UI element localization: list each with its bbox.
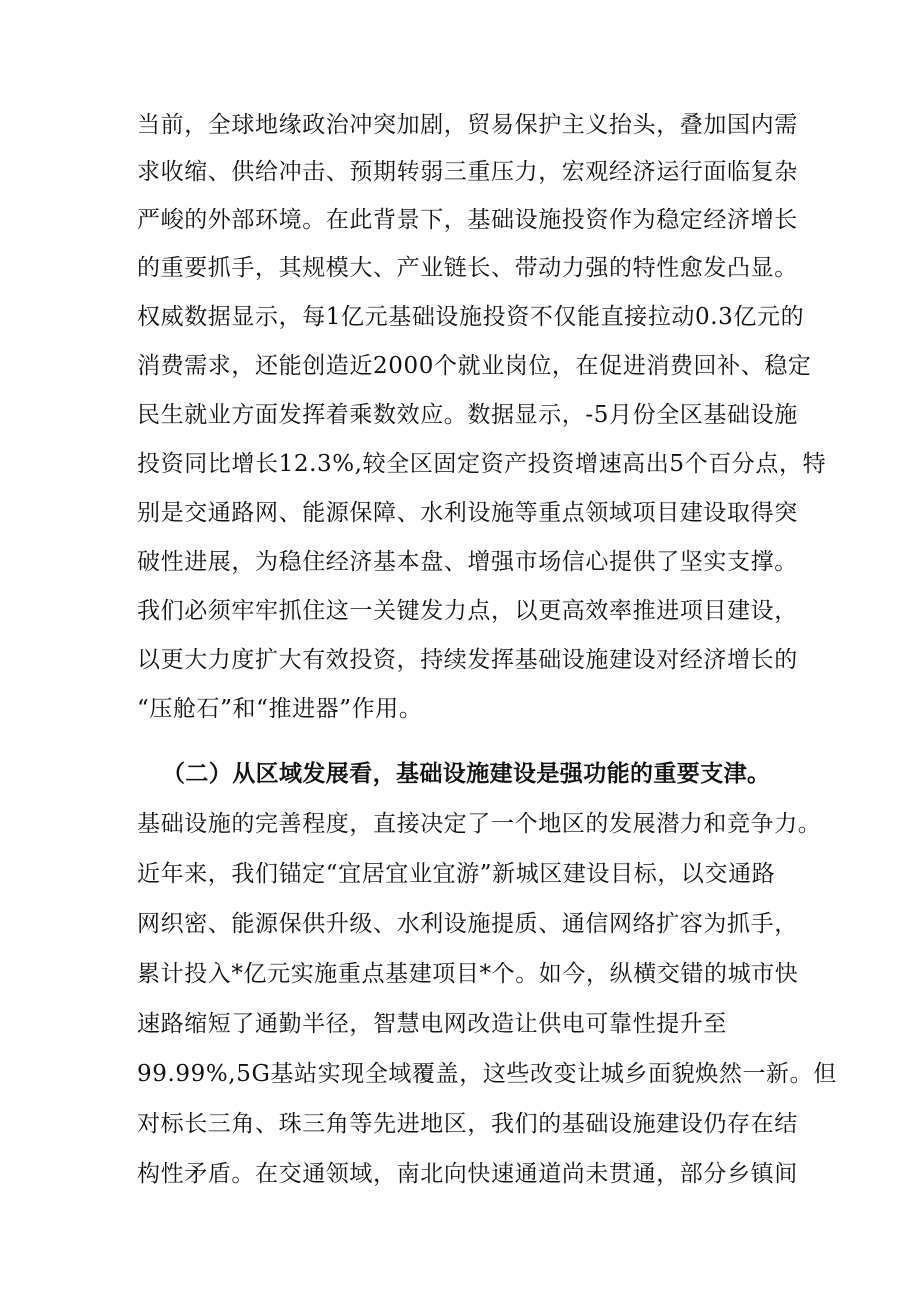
text-line: 破性进展，为稳住经济基本盘、增强市场信心提供了坚实支撑。 <box>137 549 798 575</box>
text-line: 以更大力度扩大有效投资，持续发挥基础设施建设对经济增长的 <box>137 647 798 673</box>
text-line: “压舱石”和“推进器”作用。 <box>137 696 423 722</box>
text-line: 对标长三角、珠三角等先进地区，我们的基础设施建设仍存在结 <box>137 1111 798 1137</box>
text-line: 别是交通路网、能源保障、水利设施等重点领域项目建设取得突 <box>137 500 798 526</box>
text-line: 求收缩、供给冲击、预期转弱三重压力，宏观经济运行面临复杂 <box>137 159 798 185</box>
text-line: 我们必须牢牢抓住这一关键发力点，以更高效率推进项目建设， <box>137 598 798 624</box>
text-line: 基础设施的完善程度，直接决定了一个地区的发展潜力和竞争力。 <box>137 811 822 837</box>
section-heading: （二）从区域发展看，基础设施建设是强功能的重要支津。 <box>162 761 771 787</box>
text-line: 累计投入*亿元实施重点基建项目*个。如今，纵横交错的城市快 <box>137 961 799 987</box>
text-line: 构性矛盾。在交通领域，南北向快速通道尚未贯通，部分乡镇间 <box>137 1161 798 1187</box>
text-line: 近年来，我们锚定“宜居宜业宜游”新城区建设目标，以交通路 <box>137 861 776 887</box>
text-line: 消费需求，还能创造近2000个就业岗位，在促进消费回补、稳定 <box>137 353 812 379</box>
text-line: 权威数据显示，每1亿元基础设施投资不仅能直接拉动0.3亿元的 <box>137 304 805 330</box>
text-line: 99.99%,5G基站实现全域覆盖，这些改变让城乡面貌焕然一新。但 <box>137 1061 837 1087</box>
text-line: 民生就业方面发挥着乘数效应。数据显示，-5月份全区基础设施 <box>137 402 798 428</box>
text-line: 速路缩短了通勤半径，智慧电网改造让供电可靠性提升至 <box>137 1011 727 1037</box>
text-line: 当前，全球地缘政治冲突加剧，贸易保护主义抬头，叠加国内需 <box>137 112 798 138</box>
text-line: 严峻的外部环境。在此背景下，基础设施投资作为稳定经济增长 <box>137 207 798 233</box>
text-line: 网织密、能源保供升级、水利设施提质、通信网络扩容为抓手， <box>137 911 798 937</box>
text-line: 投资同比增长12.3%,较全区固定资产投资增速高出5个百分点，特 <box>137 451 827 477</box>
text-line: 的重要抓手，其规模大、产业链长、带动力强的特性愈发凸显。 <box>137 255 798 281</box>
